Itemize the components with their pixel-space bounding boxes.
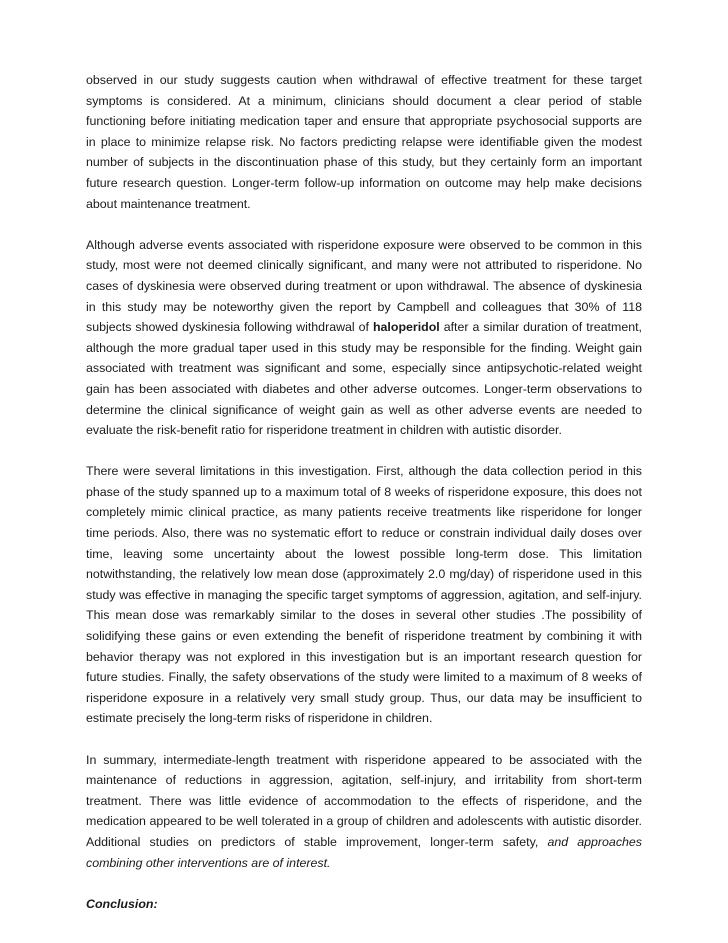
paragraph-relapse-caution [86,70,642,214]
paragraph-4-italic-text: and approaches combining other interventions are of interest. [86,834,642,870]
paragraph-2-text-b: after a similar duration of treatment, although the more gradual taper used in this study may be responsible for the finding. Weight gain associated with treatment was significant and some, especially since antipsychotic-related weight gain has been associated with diabetes and other adverse outcomes. Longer-term observations to determine the clinical significance of weight gain as well as other adverse events are needed to evaluate the risk-benefit ratio for risperidone treatment in children with autistic disorder. [86,320,642,438]
paragraph-1-text: observed in our study suggests caution when withdrawal of effective treatment for these target symptoms is considered. At a minimum, clinicians should document a clear period of stable functioning before initiating medication taper and ensure that appropriate psychosocial supports are in place to minimize relapse risk. No factors predicting relapse were identifiable given the modest number of subjects in the discontinuation phase of this study, but they certainly form an important future research question. Longer-term follow-up information on outcome may help make decisions about maintenance treatment. [86,73,642,211]
paragraph-summary [86,750,642,874]
document-page [86,70,642,914]
paragraph-adverse-events [86,235,642,441]
paragraph-4-text-a: In summary, intermediate-length treatment with risperidone appeared to be associated with the maintenance of reductions in aggression, agitation, self-injury, and irritability from short-term treatment. There was little evidence of accommodation to the effects of risperidone, and the medication appeared to be well tolerated in a group of children and adolescents with autistic disorder. Additional studies on predictors of stable improvement, longer-term safety, [86,752,642,849]
paragraph-3-text: There were several limitations in this investigation. First, although the data collection period in this phase of the study spanned up to a maximum total of 8 weeks of risperidone exposure, this does not completely mimic clinical practice, as many patients receive treatments like risperidone for longer time periods. Also, there was no systematic effort to reduce or constrain individual daily doses over time, leaving some uncertainty about the lowest possible long-term dose. This limitation notwithstanding, the relatively low mean dose (approximately 2.0 mg/day) of risperidone used in this study was effective in managing the specific target symptoms of aggression, agitation, and self-injury. This mean dose was remarkably similar to the doses in several other studies .The possibility of solidifying these gains or even extending the benefit of risperidone treatment by combining it with behavior therapy was not explored in this investigation but is an important research question for future studies. Finally, the safety observations of the study were limited to a maximum of 8 weeks of risperidone exposure in a relatively very small study group. Thus, our data may be insufficient to estimate precisely the long-term risks of risperidone in children. [86,464,642,726]
conclusion-heading: Conclusion: [86,896,158,911]
haloperidol-term: haloperidol [372,320,440,335]
paragraph-limitations [86,461,642,729]
paragraph-2-text-a: Although adverse events associated with risperidone exposure were observed to be common in this study, most were not deemed clinically significant, and many were not attributed to risperidone. No cases of dyskinesia were observed during treatment or upon withdrawal. The absence of dyskinesia in this study may be noteworthy given the report by Campbell and colleagues that 30% of 118 subjects showed dyskinesia following withdrawal of [86,237,642,335]
